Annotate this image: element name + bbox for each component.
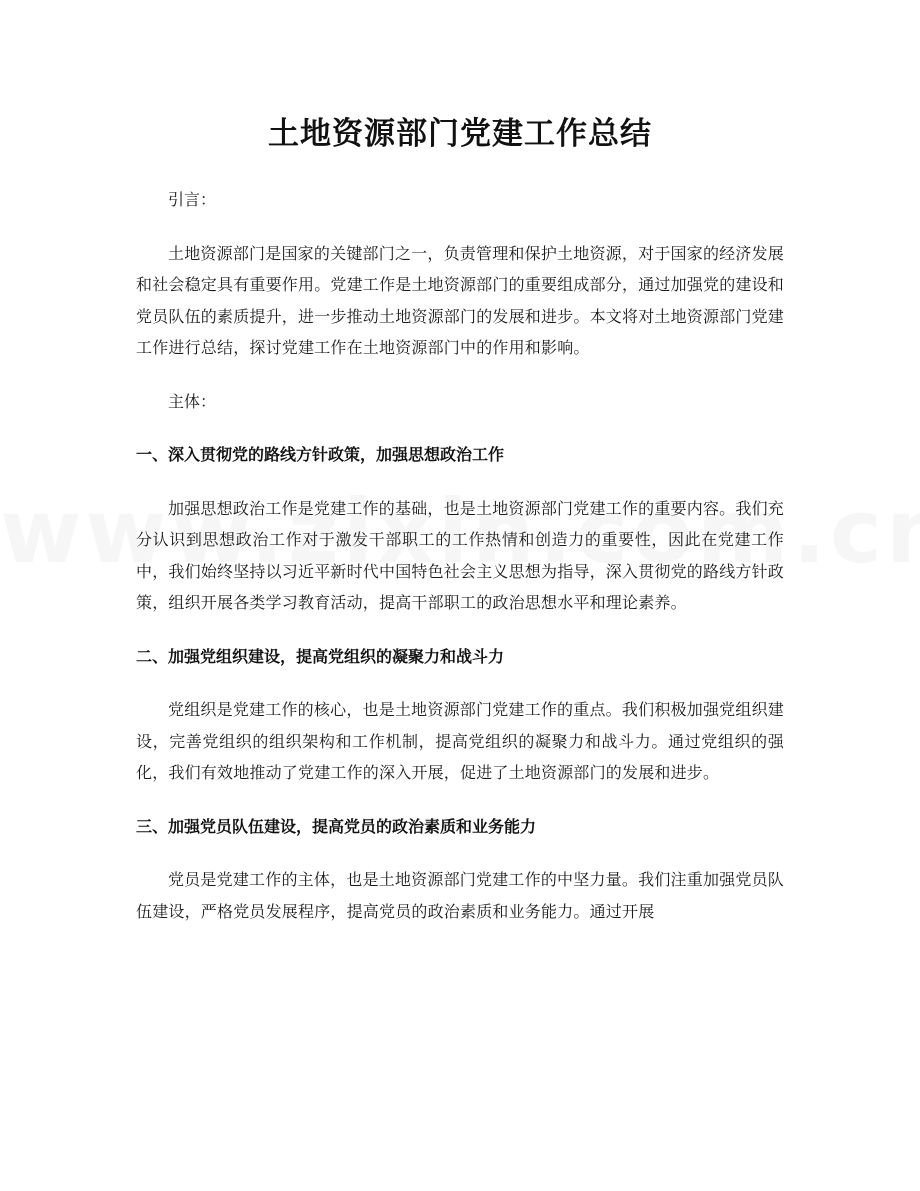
document-title: 土地资源部门党建工作总结 xyxy=(268,116,652,152)
section-paragraph: 党员是党建工作的主体，也是土地资源部门党建工作的中坚力量。我们注重加强党员队伍建设，严格党员发展程序，提高党员的政治素质和业务能力。通过开展 xyxy=(136,870,784,921)
section-heading: 一、深入贯彻党的路线方针政策，加强思想政治工作 xyxy=(136,445,505,464)
section-2 xyxy=(136,641,784,789)
section-paragraph: 加强思想政治工作是党建工作的基础，也是土地资源部门党建工作的重要内容。我们充分认识到思想政治工作对于激发干部职工的工作热情和创造力的重要性，因此在党建工作中，我们始终坚持以习近平新时代中国特色社会主义思想为指导，深入贯彻党的路线方针政策，组织开展各类学习教育活动，提高干部职工的政治思想水平和理论素养。 xyxy=(136,498,785,612)
intro-label: 引言： xyxy=(168,190,217,209)
section-heading: 二、加强党组织建设，提高党组织的凝聚力和战斗力 xyxy=(136,646,505,666)
intro-paragraph: 土地资源部门是国家的关键部门之一，负责管理和保护土地资源，对于国家的经济发展和社会稳定具有重要作用。党建工作是土地资源部门的重要组成部分，通过加强党的建设和党员队伍的素质提升，进一步推动土地资源部门的发展和进步。本文将对土地资源部门党建工作进行总结，探讨党建工作在土地资源部门中的作用和影响。 xyxy=(136,243,785,357)
section-paragraph: 党组织是党建工作的核心，也是土地资源部门党建工作的重点。我们积极加强党组织建设，完善党组织的组织架构和工作机制，提高党组织的凝聚力和战斗力。通过党组织的强化，我们有效地推动了党建工作的深入开展，促进了土地资源部门的发展和进步。 xyxy=(136,700,784,782)
section-1 xyxy=(136,439,784,619)
section-heading: 三、加强党员队伍建设，提高党员的政治素质和业务能力 xyxy=(136,816,537,836)
document-body xyxy=(136,184,784,949)
body-label: 主体： xyxy=(168,391,217,411)
section-3 xyxy=(136,811,784,928)
